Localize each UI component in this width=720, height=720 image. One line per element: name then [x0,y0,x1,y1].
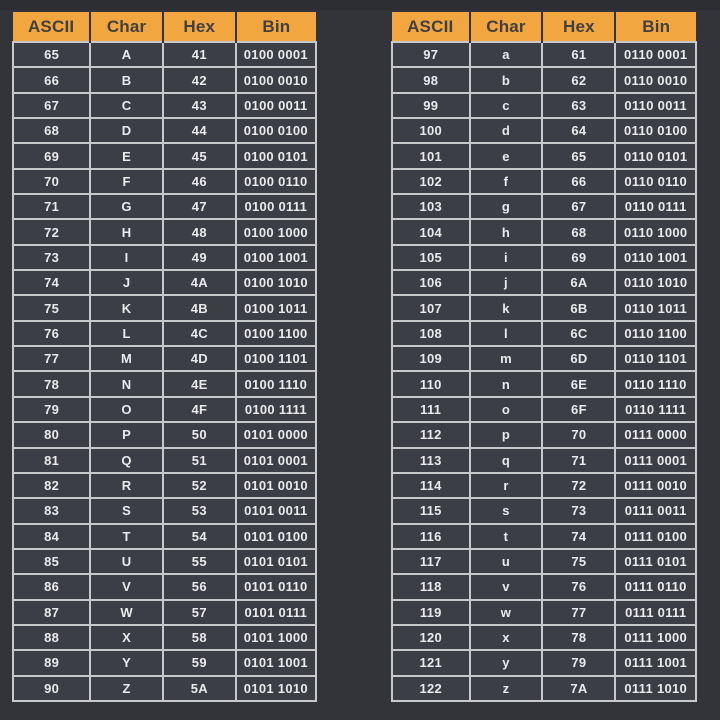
char-cell: c [470,93,543,118]
ascii-code-cell: 66 [13,67,90,92]
bin-cell: 0110 1111 [615,397,696,422]
char-cell: w [470,600,543,625]
bin-cell: 0101 0001 [236,448,316,473]
ascii-code-cell: 88 [13,625,90,650]
char-cell: D [90,118,163,143]
char-cell: a [470,42,543,67]
ascii-code-cell: 89 [13,650,90,675]
char-cell: h [470,219,543,244]
bin-cell: 0100 1010 [236,270,316,295]
table-row [13,93,316,118]
char-cell: x [470,625,543,650]
bin-cell: 0110 0100 [615,118,696,143]
table-row [392,245,696,270]
bin-cell: 0101 1010 [236,676,316,701]
hex-cell: 61 [542,42,615,67]
bin-cell: 0111 1000 [615,625,696,650]
hex-cell: 70 [542,422,615,447]
table-row [392,473,696,498]
table-row [13,498,316,523]
table-row [13,143,316,168]
bin-cell: 0101 0101 [236,549,316,574]
header-cell-char: Char [90,12,163,42]
table-row [392,600,696,625]
bin-cell: 0101 0000 [236,422,316,447]
ascii-code-cell: 100 [392,118,470,143]
ascii-code-cell: 97 [392,42,470,67]
bin-cell: 0101 0010 [236,473,316,498]
bin-cell: 0101 1001 [236,650,316,675]
bin-cell: 0100 1011 [236,295,316,320]
table-row [392,42,696,67]
ascii-code-cell: 84 [13,524,90,549]
hex-cell: 44 [163,118,236,143]
char-cell: W [90,600,163,625]
ascii-code-cell: 115 [392,498,470,523]
table-row [13,169,316,194]
char-cell: k [470,295,543,320]
hex-cell: 6A [542,270,615,295]
bin-cell: 0110 1001 [615,245,696,270]
hex-cell: 78 [542,625,615,650]
hex-cell: 46 [163,169,236,194]
bin-cell: 0110 0101 [615,143,696,168]
hex-cell: 49 [163,245,236,270]
bin-cell: 0110 0001 [615,42,696,67]
ascii-code-cell: 111 [392,397,470,422]
table-row [13,371,316,396]
char-cell: P [90,422,163,447]
char-cell: I [90,245,163,270]
hex-cell: 66 [542,169,615,194]
hex-cell: 45 [163,143,236,168]
hex-cell: 75 [542,549,615,574]
ascii-code-cell: 107 [392,295,470,320]
table-row [392,295,696,320]
header-cell-bin: Bin [615,12,696,42]
bin-cell: 0110 0110 [615,169,696,194]
bin-cell: 0101 0111 [236,600,316,625]
hex-cell: 55 [163,549,236,574]
char-cell: e [470,143,543,168]
ascii-code-cell: 69 [13,143,90,168]
ascii-code-cell: 112 [392,422,470,447]
bin-cell: 0110 1000 [615,219,696,244]
hex-cell: 6C [542,321,615,346]
table-row [392,194,696,219]
table-row [392,498,696,523]
ascii-code-cell: 71 [13,194,90,219]
bin-cell: 0100 0101 [236,143,316,168]
bin-cell: 0111 0010 [615,473,696,498]
table-row [392,524,696,549]
ascii-code-cell: 82 [13,473,90,498]
bin-cell: 0101 0100 [236,524,316,549]
bin-cell: 0100 1101 [236,346,316,371]
hex-cell: 4C [163,321,236,346]
bin-cell: 0111 0111 [615,600,696,625]
char-cell: n [470,371,543,396]
table-row [392,574,696,599]
bin-cell: 0100 0001 [236,42,316,67]
ascii-code-cell: 86 [13,574,90,599]
ascii-code-cell: 85 [13,549,90,574]
header-cell-hex: Hex [163,12,236,42]
char-cell: t [470,524,543,549]
char-cell: Y [90,650,163,675]
ascii-code-cell: 83 [13,498,90,523]
ascii-code-cell: 117 [392,549,470,574]
hex-cell: 74 [542,524,615,549]
table-row [13,448,316,473]
char-cell: A [90,42,163,67]
char-cell: z [470,676,543,701]
bin-cell: 0110 0010 [615,67,696,92]
bin-cell: 0100 0010 [236,67,316,92]
hex-cell: 69 [542,245,615,270]
ascii-code-cell: 119 [392,600,470,625]
table-row [392,169,696,194]
hex-cell: 65 [542,143,615,168]
bin-cell: 0110 1101 [615,346,696,371]
table-row [13,625,316,650]
bin-cell: 0100 0110 [236,169,316,194]
table-row [13,42,316,67]
ascii-code-cell: 108 [392,321,470,346]
hex-cell: 42 [163,67,236,92]
ascii-code-cell: 77 [13,346,90,371]
hex-cell: 59 [163,650,236,675]
hex-cell: 76 [542,574,615,599]
top-edge-strip [0,0,720,10]
char-cell: R [90,473,163,498]
table-row [13,397,316,422]
hex-cell: 71 [542,448,615,473]
ascii-code-cell: 65 [13,42,90,67]
table-row [392,549,696,574]
hex-cell: 5A [163,676,236,701]
ascii-code-cell: 121 [392,650,470,675]
char-cell: d [470,118,543,143]
table-row [13,118,316,143]
header-cell-hex: Hex [542,12,615,42]
bin-cell: 0110 1100 [615,321,696,346]
hex-cell: 79 [542,650,615,675]
hex-cell: 4E [163,371,236,396]
char-cell: G [90,194,163,219]
table-row [392,219,696,244]
char-cell: B [90,67,163,92]
hex-cell: 73 [542,498,615,523]
hex-cell: 6F [542,397,615,422]
hex-cell: 47 [163,194,236,219]
bin-cell: 0101 0011 [236,498,316,523]
bin-cell: 0111 0110 [615,574,696,599]
hex-cell: 7A [542,676,615,701]
char-cell: N [90,371,163,396]
char-cell: S [90,498,163,523]
char-cell: O [90,397,163,422]
header-cell-char: Char [470,12,543,42]
char-cell: b [470,67,543,92]
ascii-code-cell: 102 [392,169,470,194]
char-cell: o [470,397,543,422]
table-row [13,295,316,320]
hex-cell: 68 [542,219,615,244]
table-row [13,321,316,346]
hex-cell: 4F [163,397,236,422]
ascii-table-uppercase [12,12,317,702]
ascii-code-cell: 72 [13,219,90,244]
ascii-code-cell: 98 [392,67,470,92]
char-cell: q [470,448,543,473]
header-cell-ascii: ASCII [13,12,90,42]
ascii-code-cell: 70 [13,169,90,194]
table-row [13,245,316,270]
ascii-code-cell: 78 [13,371,90,396]
hex-cell: 57 [163,600,236,625]
hex-cell: 51 [163,448,236,473]
table-row [13,67,316,92]
char-cell: J [90,270,163,295]
bin-cell: 0111 0000 [615,422,696,447]
hex-cell: 50 [163,422,236,447]
header-cell-bin: Bin [236,12,316,42]
bin-cell: 0110 0111 [615,194,696,219]
ascii-code-cell: 80 [13,422,90,447]
bin-cell: 0101 1000 [236,625,316,650]
hex-cell: 62 [542,67,615,92]
ascii-code-cell: 103 [392,194,470,219]
table-row [13,346,316,371]
hex-cell: 53 [163,498,236,523]
table-row [392,118,696,143]
bin-cell: 0100 1001 [236,245,316,270]
header-row [13,12,316,42]
char-cell: s [470,498,543,523]
ascii-code-cell: 114 [392,473,470,498]
char-cell: j [470,270,543,295]
table-row [13,270,316,295]
table-row [13,676,316,701]
bin-cell: 0110 1010 [615,270,696,295]
table-row [13,194,316,219]
table-row [392,371,696,396]
bin-cell: 0100 1111 [236,397,316,422]
char-cell: l [470,321,543,346]
bin-cell: 0111 0100 [615,524,696,549]
char-cell: C [90,93,163,118]
hex-cell: 4D [163,346,236,371]
bin-cell: 0101 0110 [236,574,316,599]
ascii-code-cell: 90 [13,676,90,701]
char-cell: r [470,473,543,498]
char-cell: g [470,194,543,219]
hex-cell: 64 [542,118,615,143]
table-row [13,219,316,244]
table-row [13,524,316,549]
bin-cell: 0100 1100 [236,321,316,346]
ascii-code-cell: 120 [392,625,470,650]
ascii-code-cell: 101 [392,143,470,168]
ascii-code-cell: 122 [392,676,470,701]
ascii-code-cell: 76 [13,321,90,346]
char-cell: K [90,295,163,320]
hex-cell: 52 [163,473,236,498]
table-row [13,600,316,625]
bin-cell: 0111 0001 [615,448,696,473]
table-row [392,397,696,422]
char-cell: f [470,169,543,194]
bin-cell: 0110 1011 [615,295,696,320]
hex-cell: 54 [163,524,236,549]
char-cell: V [90,574,163,599]
char-cell: H [90,219,163,244]
ascii-code-cell: 105 [392,245,470,270]
hex-cell: 4A [163,270,236,295]
hex-cell: 67 [542,194,615,219]
ascii-code-cell: 73 [13,245,90,270]
char-cell: Q [90,448,163,473]
table-row [13,422,316,447]
ascii-code-cell: 113 [392,448,470,473]
char-cell: T [90,524,163,549]
ascii-code-cell: 87 [13,600,90,625]
table-row [392,346,696,371]
ascii-code-cell: 106 [392,270,470,295]
bin-cell: 0111 1010 [615,676,696,701]
ascii-code-cell: 67 [13,93,90,118]
table-row [13,473,316,498]
ascii-code-cell: 68 [13,118,90,143]
char-cell: U [90,549,163,574]
char-cell: X [90,625,163,650]
hex-cell: 6E [542,371,615,396]
char-cell: E [90,143,163,168]
char-cell: m [470,346,543,371]
hex-cell: 77 [542,600,615,625]
bin-cell: 0100 0111 [236,194,316,219]
table-row [392,321,696,346]
header-cell-ascii: ASCII [392,12,470,42]
ascii-code-cell: 74 [13,270,90,295]
char-cell: F [90,169,163,194]
table-row [392,93,696,118]
hex-cell: 43 [163,93,236,118]
bin-cell: 0100 0100 [236,118,316,143]
ascii-code-cell: 104 [392,219,470,244]
ascii-code-cell: 110 [392,371,470,396]
table-row [392,422,696,447]
bin-cell: 0100 1110 [236,371,316,396]
bin-cell: 0111 0011 [615,498,696,523]
char-cell: M [90,346,163,371]
hex-cell: 6B [542,295,615,320]
bin-cell: 0111 1001 [615,650,696,675]
bin-cell: 0100 0011 [236,93,316,118]
char-cell: y [470,650,543,675]
table-row [13,650,316,675]
char-cell: u [470,549,543,574]
hex-cell: 56 [163,574,236,599]
ascii-table-lowercase [391,12,697,702]
char-cell: i [470,245,543,270]
ascii-code-cell: 118 [392,574,470,599]
char-cell: v [470,574,543,599]
char-cell: L [90,321,163,346]
hex-cell: 48 [163,219,236,244]
table-row [392,625,696,650]
table-row [392,448,696,473]
table-row [392,143,696,168]
ascii-code-cell: 81 [13,448,90,473]
hex-cell: 72 [542,473,615,498]
ascii-code-cell: 79 [13,397,90,422]
ascii-code-cell: 109 [392,346,470,371]
bin-cell: 0110 0011 [615,93,696,118]
ascii-code-cell: 75 [13,295,90,320]
table-row [13,549,316,574]
bin-cell: 0110 1110 [615,371,696,396]
header-row [392,12,696,42]
char-cell: p [470,422,543,447]
hex-cell: 63 [542,93,615,118]
char-cell: Z [90,676,163,701]
table-row [392,270,696,295]
hex-cell: 58 [163,625,236,650]
table-row [392,650,696,675]
table-row [392,676,696,701]
hex-cell: 41 [163,42,236,67]
ascii-code-cell: 99 [392,93,470,118]
hex-cell: 6D [542,346,615,371]
table-row [392,67,696,92]
table-row [13,574,316,599]
ascii-code-cell: 116 [392,524,470,549]
hex-cell: 4B [163,295,236,320]
bin-cell: 0100 1000 [236,219,316,244]
bin-cell: 0111 0101 [615,549,696,574]
